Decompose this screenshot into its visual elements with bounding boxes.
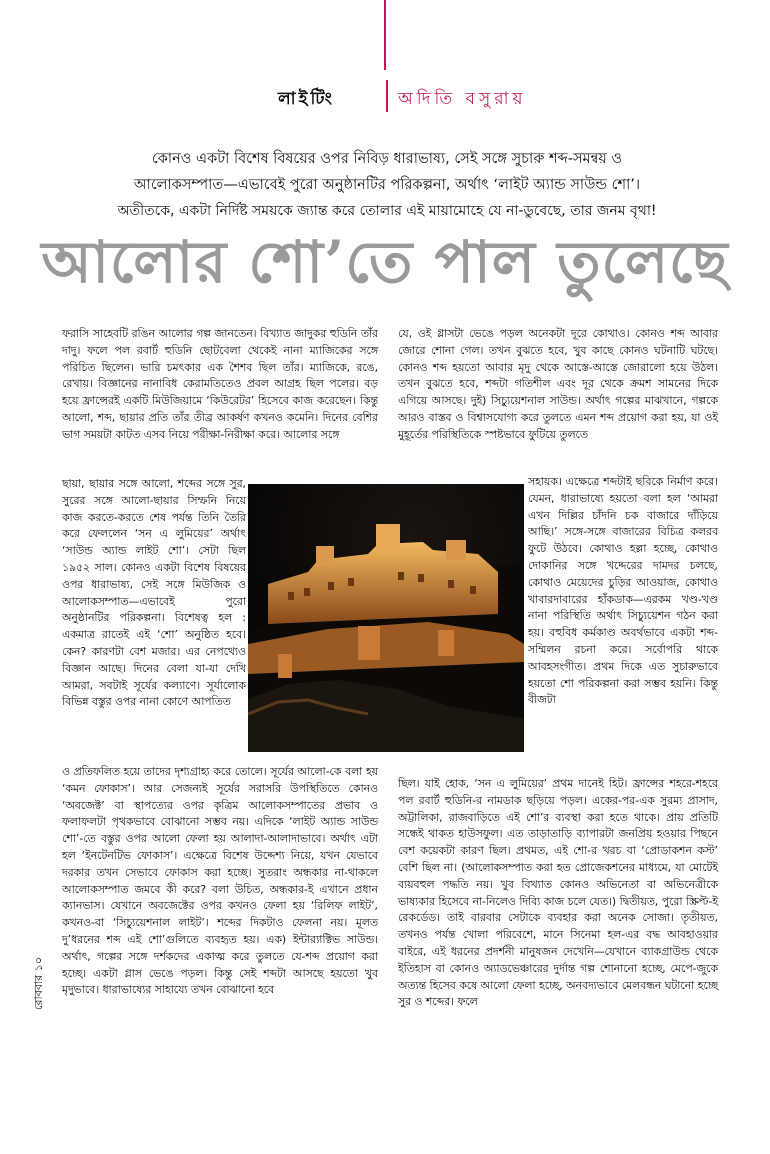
headline: আলোর শো’তে পাল তুলেছে: [41, 228, 729, 296]
author-byline: অদিতি বসুরায়: [398, 89, 527, 109]
top-rule: [384, 0, 386, 70]
paragraph: ফরাসি সাহেবটি রঙিন আলোর গল্প জানতেন। বিখ্যাত জাদুকর হুডিনি তাঁর দাদু। ফলে পল রবার্ট হুডিনি ছোটবেলা থেকেই নানা ম্যাজিকের সঙ্গে পরিচিত ছিলেন। ভারি চমৎকার এক শৈশব ছিল তাঁর। ম্যাজিকে, রঙে, রেখায়। বিজ্ঞানের নানাবিধ কেরামতিতেও প্রবল আগ্রহ ছিল পলের। বড় হয়ে ফ্রান্সেরই একটি মিউজিয়ামে ‘কিউরেটর’ হিসেবে কাজ করেছেন। কিন্তু আলো, শব্দ, ছায়ার প্রতি তাঁর তীব্র আকর্ষণ কখনও কমেনি। দিনের বেশির ভাগ সময়টা কাটত এসব নিয়ে পরীক্ষা-নিরীক্ষা করে। আলোর সঙ্গে: [62, 327, 378, 441]
column-right-wrap: [528, 474, 718, 709]
column-right-top: [398, 326, 718, 444]
intro-standfirst: [62, 146, 712, 224]
intro-line: অতীতকে, একটা নির্দিষ্ট সময়কে জ্যান্ত করে তোলার এই মায়ামোহে যে না-ডুবেছে, তার জনম বৃথা!: [117, 203, 657, 219]
fort-night-photo: [248, 484, 524, 752]
column-left-top: [62, 326, 378, 444]
column-left-bottom: [62, 764, 378, 999]
header-divider: [386, 80, 388, 112]
page-folio: [30, 957, 49, 1010]
paragraph: যে, ওই গ্লাসটা ভেঙে পড়ল অনেকটা দূরে কোথাও। কোনও শব্দ আবার জোরে শোনা গেল। তখন বুঝতে হবে, খুব কাছে কোনও ঘটনাটি ঘটছে। কোনও শব্দ হয়তো আবার মৃদু থেকে আস্তে-আস্তে জোরালো হয়ে উঠল। তখন বুঝতে হবে, শব্দটা গতিশীল এবং দূর থেকে ক্রমশ সামনের দিকে এগিয়ে আসছে। দুই) সিচ্যুয়েশনাল সাউন্ড। অর্থাৎ গল্পের মাঝখানে, গল্পকে আরও বাস্তব ও বিশ্বাসযোগ্য করে তুলতে এমন শব্দ প্রয়োগ করা হয়, যা ওই মুহূর্তের পরিস্থিতিকে স্পষ্টভাবে ফুটিয়ে তুলতে: [398, 327, 719, 441]
paragraph: ছায়া, ছায়ার সঙ্গে আলো, শব্দের সঙ্গে সুর, সুরের সঙ্গে আলো-ছায়ার সিম্ফনি নিয়ে কাজ করতে-করতে শেষ পর্যন্ত তিনি তৈরি করে ফেললেন ‘সন এ লুমিয়ের’ অর্থাৎ ‘সাউন্ড অ্যান্ড লাইট শো’। সেটা ছিল ১৯৫২ সাল। কোনও একটা বিশেষ বিষয়ের ওপর ধারাভাষ্য, সেই সঙ্গে মিউজিক ও আলোকসম্পাত—এভাবেই পুরো অনুষ্ঠানটির পরিকল্পনা। বিশেষত্ব হল : একমাত্র রাতেই এই ‘শো’ অনুষ্ঠিত হবে। কেন? কারণটা বেশ মজার। এর নেপথ্যেও বিজ্ঞান আছে। দিনের বেলা যা-যা দেখি আমরা, সবটাই সূর্যের কল্যাণে। সূর্যালোক বিভিন্ন বস্তুর ওপর নানা কোণে আপতিত: [62, 477, 246, 709]
column-left-wrap: [62, 476, 246, 711]
magazine-name: রোববার: [32, 974, 45, 1010]
column-right-bottom: [398, 776, 718, 1011]
page-number: ১০: [32, 957, 45, 972]
paragraph: ছিল। যাই হোক, ‘সন এ লুমিয়ের’ প্রথম দানেই হিট। ফ্রান্সের শহরে-শহরে পল রবার্ট হুডিনি-র নামডাক ছড়িয়ে পড়ল। একের-পর-এক সুরম্য প্রাসাদ, অট্টালিকা, রাজবাড়িতে এই শো’র ব্যবস্থা করা হতে থাকে। প্রায় প্রতিটি সন্ধেই থাকত হাউসফুল। এত তাড়াতাড়ি ব্যাপারটা জনপ্রিয় হওয়ার পিছনে বেশ কয়েকটা কারণ ছিল। প্রথমত, এই শো-র খরচ বা ‘প্রোডাকশন কস্ট’ বেশি ছিল না। (আলোকসম্পাত করা হত প্রোজেকশনের মাধ্যমে, যা মোটেই ব্যয়বহুল পদ্ধতি নয়। খুব বিখ্যাত কোনও অভিনেতা বা অভিনেত্রীকে ভাষ্যকার হিসেবে না-নিলেও দিব্যি কাজ চলে যেত।) দ্বিতীয়ত, পুরো স্ক্রিপ্ট-ই রেকর্ডেড। তাই বারবার সেটাকে ব্যবহার করা অনেক সোজা। তৃতীয়ত, তখনও পর্যন্ত খোলা পরিবেশে, মানে সিনেমা হল-এর বদ্ধ আবহাওয়ার বাইরে, এই ধরনের প্রদর্শনী মানুষজন দেখেনি—যেখানে ব্যাকগ্রাউন্ড থেকে ইতিহাস বা কোনও অ্যাডভেঞ্চারের দুর্দান্ত গল্প শোনানো হচ্ছে, মেপে-জুকে অত্যন্ত হিসেব কষে আলো ফেলা হচ্ছে, অনবদ্যভাবে মেলবন্ধন ঘটানো হচ্ছে সুর ও শব্দের। ফলে: [398, 777, 718, 1009]
paragraph: ও প্রতিফলিত হয়ে তাদের দৃশ্যগ্রাহ্য করে তোলে। সূর্যের আলো-কে বলা হয় ‘কমন ফোকাস’। আর সেজন্যই সূর্যের সরাসরি উপস্থিতিতে কোনও ‘অবজেক্ট’ বা স্থাপত্যের ওপর কৃত্রিম আলোকসম্পাতের প্রভাব ও ফলাফলটা পৃথকভাবে বোঝানো সম্ভব নয়। এদিকে ‘লাইট অ্যান্ড সাউন্ড শো’-তে বস্তুর ওপর আলো ফেলা হয় আলাদা-আলাদাভাবে। অর্থাৎ এটা হল ‘ইনটেনটিভ ফোকাস’। এক্ষেত্রে বিশেষ উদ্দেশ্য নিয়ে, যখন যেভাবে দরকার তখন সেভাবে ফোকাস করা হচ্ছে। সুতরাং অন্ধকার না-থাকলে আলোকসম্পাত জমবে কী করে? বলা উচিত, অন্ধকার-ই এখানে প্রধান ক্যানভাস। যেখানে অবজেক্টের ওপর কখনও ফেলা হয় ‘রিলিফ লাইট’, কখনও-বা ‘সিচ্যুয়েশনাল লাইট’। শব্দের দিকটাও ফেলনা নয়। মূলত দু’ধরনের শব্দ এই শো’গুলিতে ব্যবহৃত হয়। এক) ইন্টার‌্যাক্টিভ সাউন্ড। অর্থাৎ, গল্পের সঙ্গে দর্শকদের একাত্ম করে তুলতে যে-শব্দ প্রয়োগ করা হচ্ছে। একটা গ্লাস ভেঙে পড়ল। কিন্তু সেই শব্দটা আসছে হয়তো খুব মৃদুভাবে। ধারাভাষ্যের সাহায্যে তখন বোঝানো হবে: [62, 765, 378, 997]
paragraph: সহায়ক। এক্ষেত্রে শব্দটাই ছবিকে নির্মাণ করে। যেমন, ধারাভাষ্যে হয়তো বলা হল ‘আমরা এখন দিল্লির চাঁদনি চক বাজারে দাঁড়িয়ে আছি।’ সঙ্গে-সঙ্গে বাজারের বিচিত্র কলরব ফুটে উঠবে। কোথাও হল্লা হচ্ছে, কোথাও দোকানির সঙ্গে খদ্দেরের দামদর চলছে, কোথাও মেয়েদের চুড়ির আওয়াজ, কোথাও খাবারদাবারের হাঁকডাক—এরকম খণ্ড-খণ্ড নানা পরিস্থিতি অর্থাৎ সিচ্যুয়েশন গঠন করা হয়। বহুবিধ কর্মকাণ্ড অবর্থভাবে একটা শব্দ-সম্মিলন রচনা করে। সর্বোপরি থাকে আবহসংগীত। প্রথম দিকে এত সুচারুভাবে হয়তো শো পরিকল্পনা করা সম্ভব হয়নি। কিন্তু বীজটা: [528, 475, 718, 707]
intro-line: আলোকসম্পাত—এভাবেই পুরো অনুষ্ঠানটির পরিকল্পনা, অর্থাৎ ‘লাইট অ্যান্ড সাউন্ড শো’।: [133, 177, 641, 193]
intro-line: কোনও একটা বিশেষ বিষয়ের ওপর নিবিড় ধারাভাষ্য, সেই সঙ্গে সুচারু শব্দ-সমন্বয় ও: [151, 151, 623, 167]
section-label: লাইটিং: [278, 89, 335, 109]
fort-illustration: [248, 484, 524, 752]
